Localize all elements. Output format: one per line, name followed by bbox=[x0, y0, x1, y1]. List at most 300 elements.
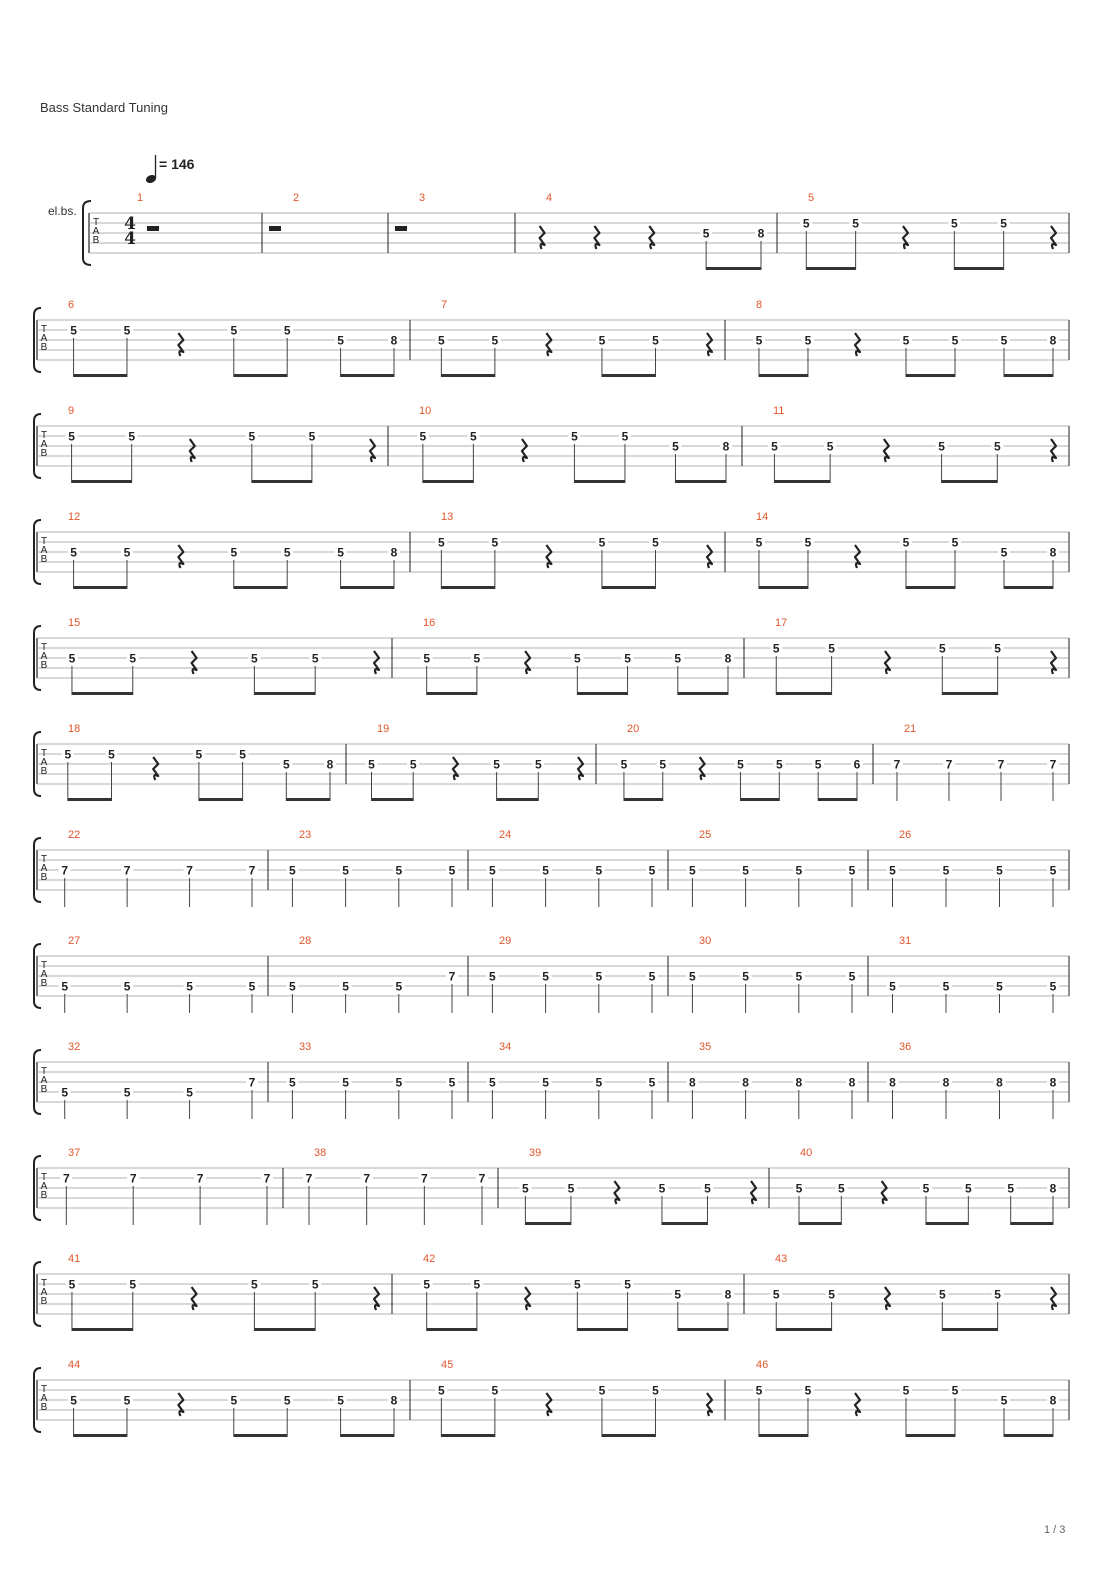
quarter-rest bbox=[540, 226, 545, 249]
fret-number: 8 bbox=[1049, 1393, 1057, 1408]
measure-number: 7 bbox=[441, 299, 448, 311]
quarter-rest bbox=[649, 226, 654, 249]
fret-number: 7 bbox=[186, 863, 193, 878]
fret-number: 5 bbox=[775, 757, 783, 772]
eighth-beam bbox=[423, 480, 474, 483]
fret-number: 5 bbox=[804, 535, 812, 550]
measure-number: 45 bbox=[441, 1359, 454, 1371]
fret-number: 8 bbox=[889, 1075, 896, 1090]
fret-number: 5 bbox=[248, 429, 256, 444]
fret-number: 8 bbox=[942, 1075, 950, 1090]
fret-number: 7 bbox=[263, 1171, 271, 1186]
eighth-beam bbox=[662, 1222, 708, 1225]
eighth-beam bbox=[341, 586, 394, 589]
quarter-rest bbox=[190, 439, 195, 462]
fret-number: 5 bbox=[342, 979, 349, 994]
measure-number: 35 bbox=[699, 1041, 712, 1053]
quarter-rest bbox=[882, 1181, 887, 1204]
fret-number: 5 bbox=[624, 1277, 631, 1292]
fret-number: 5 bbox=[68, 1277, 76, 1292]
tab-clef-letter: B bbox=[40, 1402, 48, 1413]
eighth-beam bbox=[577, 692, 627, 695]
tab-clef-letter: A bbox=[40, 1287, 48, 1298]
fret-number: 5 bbox=[621, 429, 629, 444]
tab-clef-letter: T bbox=[40, 1278, 48, 1289]
eighth-beam bbox=[602, 374, 656, 377]
measure-number: 5 bbox=[808, 192, 815, 204]
eighth-beam bbox=[818, 798, 857, 801]
quarter-rest bbox=[178, 333, 183, 356]
measure-number: 8 bbox=[756, 299, 763, 311]
fret-number: 7 bbox=[129, 1171, 137, 1186]
fret-number: 7 bbox=[478, 1171, 486, 1186]
eighth-beam bbox=[806, 267, 855, 270]
time-signature-bottom: 4 bbox=[124, 229, 136, 249]
measure-number: 11 bbox=[773, 405, 785, 417]
fret-number: 5 bbox=[795, 863, 803, 878]
fret-number: 7 bbox=[62, 1171, 70, 1186]
measure-number: 13 bbox=[441, 511, 454, 523]
measure-number: 15 bbox=[68, 617, 81, 629]
eighth-beam bbox=[234, 1434, 287, 1437]
fret-number: 8 bbox=[996, 1075, 1003, 1090]
measure-number: 36 bbox=[899, 1041, 912, 1053]
quarter-rest bbox=[855, 333, 860, 356]
tab-clef-letter: A bbox=[40, 1075, 48, 1086]
fret-number: 5 bbox=[395, 1075, 403, 1090]
fret-number: 5 bbox=[996, 979, 1003, 994]
measure-number: 18 bbox=[68, 723, 81, 735]
fret-number: 5 bbox=[772, 1287, 780, 1302]
fret-number: 5 bbox=[672, 439, 679, 454]
fret-number: 8 bbox=[1049, 1075, 1057, 1090]
quarter-rest bbox=[178, 545, 183, 568]
fret-number: 5 bbox=[889, 979, 896, 994]
tempo-value: = 146 bbox=[159, 156, 195, 172]
eighth-beam bbox=[740, 798, 779, 801]
fret-number: 5 bbox=[950, 216, 958, 231]
fret-number: 5 bbox=[1049, 979, 1057, 994]
fret-number: 5 bbox=[795, 969, 803, 984]
measure-number: 4 bbox=[546, 192, 553, 204]
measure-number: 30 bbox=[699, 935, 712, 947]
fret-number: 5 bbox=[342, 863, 349, 878]
quarter-rest bbox=[153, 757, 158, 780]
fret-number: 7 bbox=[363, 1171, 371, 1186]
fret-number: 5 bbox=[1000, 1393, 1008, 1408]
fret-number: 5 bbox=[489, 969, 496, 984]
half-rest bbox=[269, 226, 281, 231]
fret-number: 5 bbox=[595, 863, 603, 878]
tab-clef-letter: T bbox=[40, 1066, 48, 1077]
quarter-rest bbox=[192, 1287, 197, 1310]
fret-number: 7 bbox=[123, 863, 131, 878]
fret-number: 5 bbox=[470, 429, 477, 444]
tab-clef-letter: B bbox=[40, 660, 48, 671]
eighth-beam bbox=[72, 480, 132, 483]
measure-number: 44 bbox=[68, 1359, 81, 1371]
fret-number: 5 bbox=[409, 757, 417, 772]
quarter-rest bbox=[751, 1181, 756, 1204]
eighth-beam bbox=[574, 480, 625, 483]
fret-number: 5 bbox=[473, 651, 481, 666]
fret-number: 8 bbox=[722, 439, 730, 454]
fret-number: 5 bbox=[230, 323, 238, 338]
tab-clef-letter: T bbox=[40, 642, 48, 653]
fret-number: 5 bbox=[598, 535, 606, 550]
fret-number: 5 bbox=[522, 1181, 529, 1196]
fret-number: 5 bbox=[491, 535, 499, 550]
fret-number: 5 bbox=[922, 1181, 930, 1196]
fret-number: 5 bbox=[802, 216, 810, 231]
measure-number: 41 bbox=[68, 1253, 81, 1265]
fret-number: 5 bbox=[755, 1383, 763, 1398]
tab-clef-letter: B bbox=[40, 766, 48, 777]
eighth-beam bbox=[759, 586, 808, 589]
fret-number: 5 bbox=[542, 969, 549, 984]
quarter-rest bbox=[855, 1393, 860, 1416]
measure-number: 12 bbox=[68, 511, 81, 523]
fret-number: 5 bbox=[128, 429, 136, 444]
eighth-beam bbox=[706, 267, 761, 270]
quarter-rest bbox=[707, 545, 712, 568]
quarter-rest bbox=[578, 757, 583, 780]
eighth-beam bbox=[74, 374, 127, 377]
measure-number: 3 bbox=[419, 192, 426, 204]
fret-number: 7 bbox=[420, 1171, 428, 1186]
fret-number: 5 bbox=[248, 979, 256, 994]
tab-clef-letter: B bbox=[40, 978, 48, 989]
quarter-rest bbox=[885, 1287, 890, 1310]
eighth-beam bbox=[942, 692, 997, 695]
tuning-label: Bass Standard Tuning bbox=[40, 100, 168, 115]
fret-number: 5 bbox=[598, 333, 606, 348]
fret-number: 5 bbox=[902, 333, 910, 348]
fret-number: 5 bbox=[659, 757, 667, 772]
fret-number: 5 bbox=[742, 969, 749, 984]
fret-number: 8 bbox=[390, 545, 398, 560]
fret-number: 5 bbox=[70, 545, 77, 560]
fret-number: 5 bbox=[567, 1181, 575, 1196]
fret-number: 8 bbox=[848, 1075, 856, 1090]
fret-number: 5 bbox=[772, 641, 780, 656]
quarter-rest bbox=[192, 651, 197, 674]
fret-number: 5 bbox=[395, 863, 403, 878]
fret-number: 5 bbox=[755, 333, 763, 348]
eighth-beam bbox=[774, 480, 830, 483]
eighth-beam bbox=[74, 1434, 127, 1437]
fret-number: 5 bbox=[489, 863, 496, 878]
eighth-beam bbox=[906, 374, 955, 377]
fret-number: 5 bbox=[771, 439, 778, 454]
fret-number: 5 bbox=[337, 333, 344, 348]
fret-number: 5 bbox=[61, 1085, 69, 1100]
eighth-beam bbox=[341, 1434, 394, 1437]
eighth-beam bbox=[441, 586, 495, 589]
fret-number: 5 bbox=[804, 1383, 812, 1398]
tab-clef-letter: B bbox=[40, 872, 48, 883]
fret-number: 8 bbox=[1049, 545, 1057, 560]
fret-number: 5 bbox=[755, 535, 763, 550]
fret-number: 5 bbox=[573, 651, 581, 666]
fret-number: 8 bbox=[326, 757, 334, 772]
fret-number: 5 bbox=[848, 969, 856, 984]
fret-number: 5 bbox=[70, 323, 77, 338]
fret-number: 5 bbox=[828, 1287, 835, 1302]
quarter-rest bbox=[903, 226, 908, 249]
measure-number: 23 bbox=[299, 829, 312, 841]
quarter-rest bbox=[855, 545, 860, 568]
fret-number: 5 bbox=[308, 429, 316, 444]
fret-number: 8 bbox=[689, 1075, 696, 1090]
eighth-beam bbox=[525, 1222, 571, 1225]
tab-clef-letter: T bbox=[40, 324, 48, 335]
measure-number: 29 bbox=[499, 935, 512, 947]
tab-clef-letter: B bbox=[92, 235, 100, 246]
fret-number: 5 bbox=[289, 863, 296, 878]
instrument-label: el.bs. bbox=[48, 204, 77, 218]
fret-number: 5 bbox=[438, 535, 445, 550]
measure-number: 2 bbox=[293, 192, 300, 204]
measure-number: 19 bbox=[377, 723, 390, 735]
measure-number: 27 bbox=[68, 935, 81, 947]
eighth-beam bbox=[199, 798, 243, 801]
fret-number: 5 bbox=[571, 429, 578, 444]
fret-number: 5 bbox=[624, 651, 631, 666]
quarter-rest bbox=[707, 1393, 712, 1416]
fret-number: 5 bbox=[534, 757, 542, 772]
tab-clef-letter: A bbox=[40, 439, 48, 450]
fret-number: 7 bbox=[61, 863, 69, 878]
measure-number: 40 bbox=[800, 1147, 813, 1159]
fret-number: 5 bbox=[902, 535, 910, 550]
measure-number: 17 bbox=[775, 617, 788, 629]
eighth-beam bbox=[1004, 586, 1053, 589]
fret-number: 5 bbox=[704, 1181, 711, 1196]
fret-number: 5 bbox=[674, 651, 682, 666]
quarter-rest bbox=[525, 1287, 530, 1310]
fret-number: 5 bbox=[251, 1277, 258, 1292]
fret-number: 5 bbox=[652, 535, 659, 550]
fret-number: 8 bbox=[757, 226, 765, 241]
fret-number: 6 bbox=[853, 757, 861, 772]
quarter-rest bbox=[546, 333, 551, 356]
fret-number: 5 bbox=[795, 1181, 803, 1196]
half-rest bbox=[395, 226, 407, 231]
eighth-beam bbox=[254, 1328, 315, 1331]
fret-number: 5 bbox=[1000, 216, 1007, 231]
eighth-beam bbox=[74, 586, 127, 589]
eighth-beam bbox=[906, 1434, 955, 1437]
fret-number: 5 bbox=[804, 333, 812, 348]
quarter-rest bbox=[525, 651, 530, 674]
tab-clef-letter: B bbox=[40, 554, 48, 565]
fret-number: 5 bbox=[230, 545, 238, 560]
tab-clef-letter: A bbox=[40, 651, 48, 662]
measure-number: 31 bbox=[899, 935, 912, 947]
fret-number: 5 bbox=[848, 863, 856, 878]
fret-number: 8 bbox=[795, 1075, 803, 1090]
eighth-beam bbox=[776, 692, 831, 695]
measure-number: 24 bbox=[499, 829, 512, 841]
fret-number: 5 bbox=[123, 1085, 131, 1100]
quarter-rest bbox=[1051, 651, 1056, 674]
quarter-rest bbox=[1051, 1287, 1056, 1310]
fret-number: 5 bbox=[595, 969, 603, 984]
fret-number: 5 bbox=[70, 1393, 77, 1408]
quarter-rest bbox=[453, 757, 458, 780]
eighth-beam bbox=[926, 1222, 968, 1225]
quarter-rest bbox=[546, 1393, 551, 1416]
measure-number: 25 bbox=[699, 829, 712, 841]
tab-clef-letter: B bbox=[40, 1296, 48, 1307]
fret-number: 5 bbox=[123, 545, 131, 560]
fret-number: 5 bbox=[186, 1085, 193, 1100]
fret-number: 5 bbox=[1000, 333, 1008, 348]
fret-number: 5 bbox=[230, 1393, 238, 1408]
fret-number: 7 bbox=[448, 969, 456, 984]
measure-number: 39 bbox=[529, 1147, 542, 1159]
fret-number: 5 bbox=[289, 979, 296, 994]
fret-number: 5 bbox=[395, 979, 403, 994]
fret-number: 5 bbox=[938, 641, 946, 656]
fret-number: 5 bbox=[491, 333, 499, 348]
fret-number: 5 bbox=[942, 979, 950, 994]
fret-number: 5 bbox=[123, 323, 131, 338]
fret-number: 5 bbox=[239, 747, 246, 762]
fret-number: 5 bbox=[337, 545, 344, 560]
fret-number: 5 bbox=[598, 1383, 606, 1398]
fret-number: 5 bbox=[489, 1075, 496, 1090]
fret-number: 5 bbox=[951, 1383, 959, 1398]
eighth-beam bbox=[1004, 374, 1053, 377]
time-signature-top: 4 bbox=[124, 214, 136, 234]
fret-number: 5 bbox=[1007, 1181, 1015, 1196]
fret-number: 8 bbox=[724, 1287, 732, 1302]
fret-number: 5 bbox=[419, 429, 427, 444]
quarter-rest bbox=[370, 439, 375, 462]
eighth-beam bbox=[497, 798, 539, 801]
eighth-beam bbox=[577, 1328, 627, 1331]
fret-number: 5 bbox=[473, 1277, 481, 1292]
eighth-beam bbox=[675, 480, 726, 483]
quarter-rest bbox=[178, 1393, 183, 1416]
fret-number: 5 bbox=[648, 863, 656, 878]
eighth-beam bbox=[441, 1434, 495, 1437]
quarter-rest bbox=[885, 651, 890, 674]
eighth-beam bbox=[759, 374, 808, 377]
measure-number: 10 bbox=[419, 405, 432, 417]
fret-number: 5 bbox=[595, 1075, 603, 1090]
eighth-beam bbox=[942, 480, 998, 483]
fret-number: 5 bbox=[826, 439, 834, 454]
fret-number: 7 bbox=[305, 1171, 313, 1186]
fret-number: 8 bbox=[390, 1393, 398, 1408]
fret-number: 5 bbox=[814, 757, 822, 772]
eighth-beam bbox=[624, 798, 663, 801]
fret-number: 7 bbox=[1049, 757, 1057, 772]
fret-number: 7 bbox=[248, 863, 256, 878]
fret-number: 5 bbox=[448, 1075, 456, 1090]
fret-number: 5 bbox=[68, 429, 75, 444]
eighth-beam bbox=[72, 1328, 133, 1331]
eighth-beam bbox=[799, 1222, 841, 1225]
measure-number: 33 bbox=[299, 1041, 312, 1053]
measure-number: 22 bbox=[68, 829, 81, 841]
fret-number: 5 bbox=[942, 863, 950, 878]
measure-number: 42 bbox=[423, 1253, 436, 1265]
quarter-rest bbox=[1051, 226, 1056, 249]
fret-number: 5 bbox=[620, 757, 628, 772]
quarter-rest bbox=[700, 757, 705, 780]
fret-number: 5 bbox=[648, 1075, 656, 1090]
fret-number: 5 bbox=[438, 333, 445, 348]
fret-number: 5 bbox=[282, 757, 290, 772]
eighth-beam bbox=[234, 374, 287, 377]
eighth-beam bbox=[252, 480, 312, 483]
fret-number: 5 bbox=[993, 439, 1001, 454]
tab-clef-letter: T bbox=[40, 1384, 48, 1395]
fret-number: 5 bbox=[828, 641, 835, 656]
fret-number: 5 bbox=[994, 1287, 1001, 1302]
fret-number: 5 bbox=[342, 1075, 349, 1090]
fret-number: 5 bbox=[283, 323, 291, 338]
tab-clef-letter: T bbox=[92, 217, 100, 228]
quarter-rest bbox=[546, 545, 551, 568]
fret-number: 5 bbox=[964, 1181, 972, 1196]
tab-clef-letter: B bbox=[40, 1190, 48, 1201]
eighth-beam bbox=[372, 798, 414, 801]
quarter-rest bbox=[594, 226, 599, 249]
measure-number: 46 bbox=[756, 1359, 769, 1371]
fret-number: 5 bbox=[68, 651, 76, 666]
fret-number: 5 bbox=[129, 1277, 137, 1292]
eighth-beam bbox=[759, 1434, 808, 1437]
eighth-beam bbox=[602, 586, 656, 589]
tab-clef-letter: T bbox=[40, 536, 48, 547]
tab-clef-letter: T bbox=[40, 960, 48, 971]
fret-number: 5 bbox=[652, 1383, 659, 1398]
eighth-beam bbox=[602, 1434, 656, 1437]
measure-number: 37 bbox=[68, 1147, 81, 1159]
fret-number: 5 bbox=[251, 651, 258, 666]
fret-number: 5 bbox=[994, 641, 1001, 656]
fret-number: 5 bbox=[1000, 545, 1008, 560]
eighth-beam bbox=[234, 586, 287, 589]
fret-number: 5 bbox=[123, 1393, 131, 1408]
tab-clef-letter: A bbox=[40, 333, 48, 344]
eighth-beam bbox=[68, 798, 112, 801]
tab-clef-letter: T bbox=[40, 1172, 48, 1183]
eighth-beam bbox=[254, 692, 315, 695]
page-number: 1 / 3 bbox=[1044, 1524, 1066, 1536]
fret-number: 5 bbox=[129, 651, 137, 666]
tab-clef-letter: A bbox=[40, 969, 48, 980]
fret-number: 5 bbox=[542, 863, 549, 878]
fret-number: 5 bbox=[195, 747, 203, 762]
quarter-rest bbox=[614, 1181, 619, 1204]
measure-number: 34 bbox=[499, 1041, 512, 1053]
quarter-rest bbox=[707, 333, 712, 356]
fret-number: 5 bbox=[737, 757, 744, 772]
fret-number: 8 bbox=[390, 333, 398, 348]
fret-number: 7 bbox=[997, 757, 1005, 772]
fret-number: 8 bbox=[1049, 1181, 1057, 1196]
measure-number: 21 bbox=[904, 723, 917, 735]
fret-number: 5 bbox=[938, 439, 945, 454]
eighth-beam bbox=[341, 374, 394, 377]
fret-number: 8 bbox=[742, 1075, 749, 1090]
